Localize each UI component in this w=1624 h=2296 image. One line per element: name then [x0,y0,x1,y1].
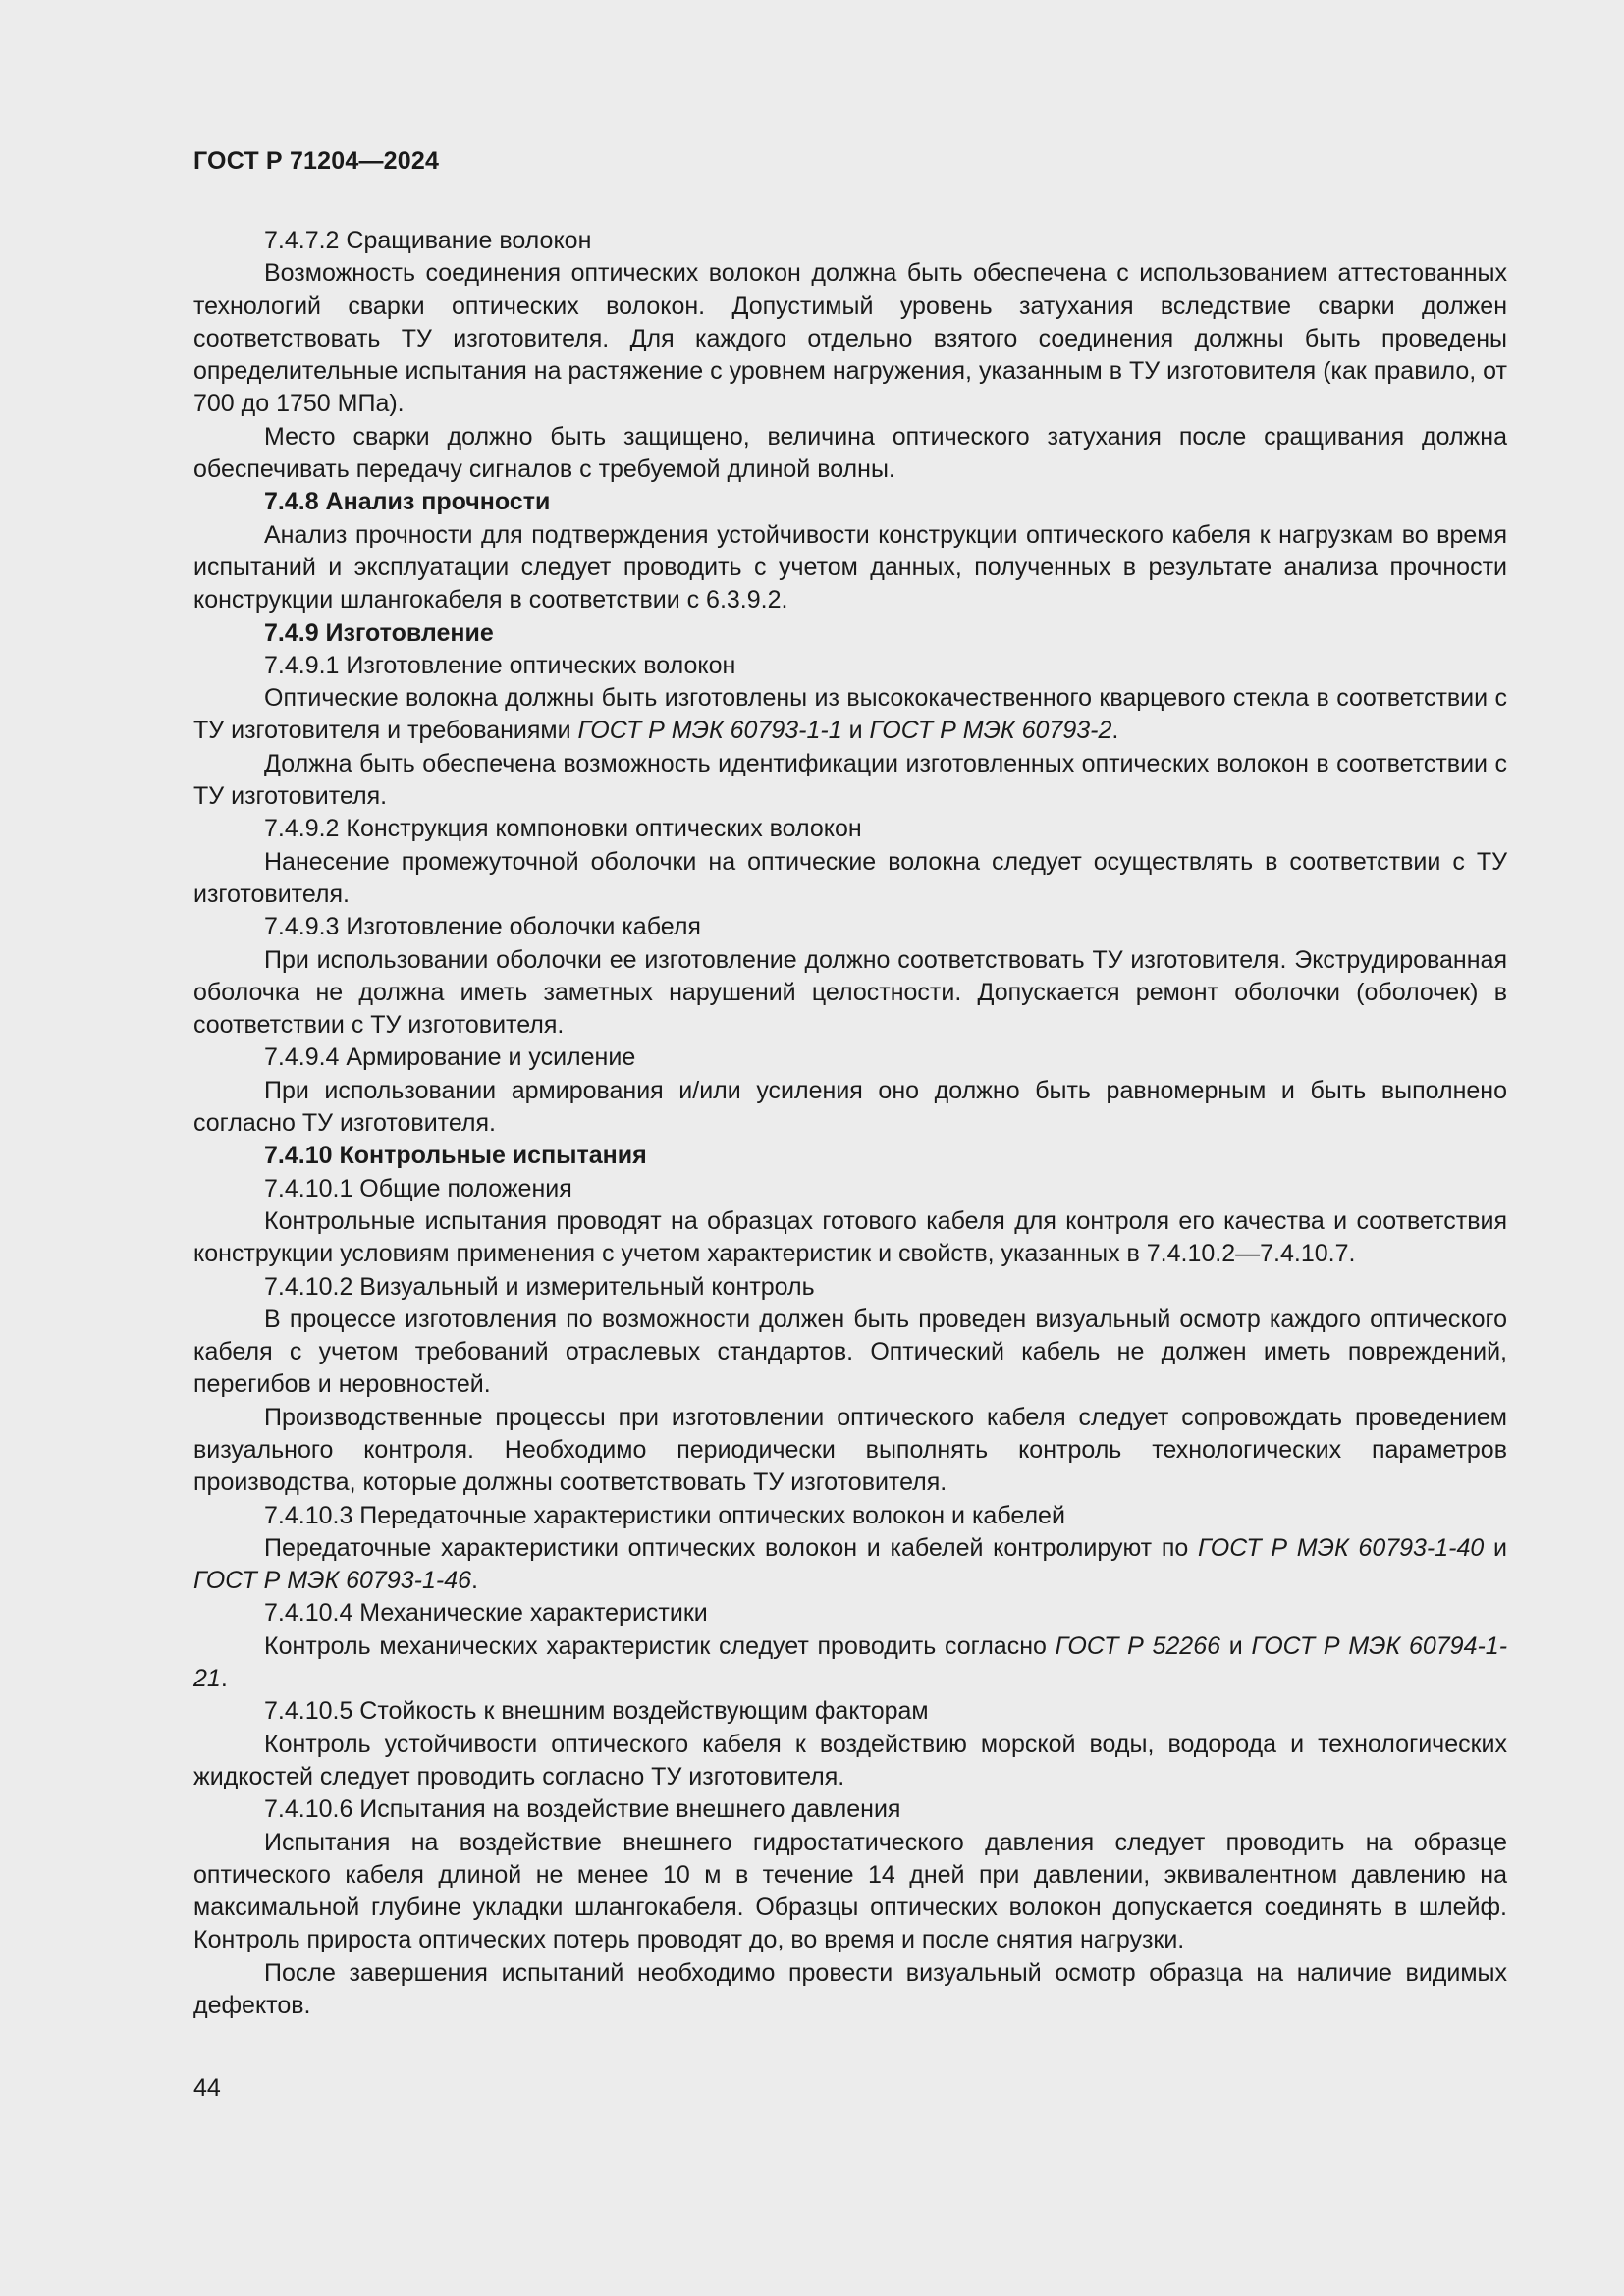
subsection-title-7493: 7.4.9.3 Изготовление оболочки кабеля [264,913,701,941]
paragraph: Возможность соединения оптических волокон должна быть обеспечена с использованием аттестованных технологий сварки оптических волокон. Допустимый уровень затухания вследствие сварки должен соответствовать ТУ изготовителя. Для каждого отдельно взятого соединения должны быть проведены определительные испытания на растяжение с уровнем нагружения, указанным в ТУ изготовителя (как правило, от 700 до 1750 МПа). [193,259,1507,418]
section-heading-7410: 7.4.10 Контрольные испытания [264,1142,647,1170]
subsection-title-7491: 7.4.9.1 Изготовление оптических волокон [264,651,736,679]
paragraph: Анализ прочности для подтверждения устойчивости конструкции оптического кабеля к нагрузкам во время испытаний и эксплуатации следует проводить с учетом данных, полученных в результате анализа прочности конструкции шлангокабеля в соответствии с 6.3.9.2. [193,520,1507,614]
paragraph [193,1630,1507,1696]
paragraph: Контроль устойчивости оптического кабеля к воздействию морской воды, водорода и технологических жидкостей следует проводить согласно ТУ изготовителя. [193,1730,1507,1790]
text-run: и [1220,1631,1252,1660]
document-header: ГОСТ Р 71204—2024 [193,147,440,175]
paragraph: Должна быть обеспечена возможность идентификации изготовленных оптических волокон в соответствии с ТУ изготовителя. [193,749,1507,811]
text-run: . [220,1665,228,1693]
subsection-title-74103: 7.4.10.3 Передаточные характеристики оптических волокон и кабелей [264,1501,1065,1529]
subsection-title-74104: 7.4.10.4 Механические характеристики [264,1599,708,1628]
standard-reference: ГОСТ Р МЭК 60793-2 [869,717,1112,745]
paragraph: Контрольные испытания проводят на образцах готового кабеля для контроля его качества и соответствия конструкции условиям применения с учетом характеристик и свойств, указанных в 7.4.10.2—7.4.10.7. [193,1206,1507,1268]
subsection-title-74105: 7.4.10.5 Стойкость к внешним воздействующим факторам [264,1697,929,1726]
standard-reference: ГОСТ Р МЭК 60793-1-46 [193,1567,472,1595]
subsection-title-7494: 7.4.9.4 Армирование и усиление [264,1043,636,1072]
text-run: и [1484,1533,1507,1562]
document-body [193,225,1507,2022]
subsection-title-74106: 7.4.10.6 Испытания на воздействие внешнего давления [264,1795,901,1824]
subsection-title-7472: 7.4.7.2 Сращивание волокон [264,227,592,254]
subsection-title-74101: 7.4.10.1 Общие положения [264,1174,572,1202]
subsection-title-74102: 7.4.10.2 Визуальный и измерительный контроль [264,1272,815,1301]
text-run: . [471,1567,478,1595]
section-heading-749: 7.4.9 Изготовление [264,618,494,647]
standard-reference: ГОСТ Р 52266 [1055,1631,1221,1660]
paragraph: В процессе изготовления по возможности должен быть проведен визуальный осмотр каждого оптического кабеля с учетом требований отраслевых стандартов. Оптический кабель не должен иметь повреждений, перегибов и неровностей. [193,1305,1507,1399]
paragraph: После завершения испытаний необходимо провести визуальный осмотр образца на наличие видимых дефектов. [193,1958,1507,2020]
page-number: 44 [193,2074,221,2102]
subsection-title-7492: 7.4.9.2 Конструкция компоновки оптических волокон [264,815,862,843]
paragraph: Нанесение промежуточной оболочки на оптические волокна следует осуществлять в соответствии с ТУ изготовителя. [193,847,1507,908]
text-run: Контроль механических характеристик следует проводить согласно [264,1631,1056,1660]
standard-reference: ГОСТ Р МЭК 60794-1-21 [193,1631,1508,1693]
paragraph: При использовании армирования и/или усиления оно должно быть равномерным и быть выполнено согласно ТУ изготовителя. [193,1076,1507,1138]
text-run: . [1111,717,1119,745]
paragraph: Место сварки должно быть защищено, величина оптического затухания после сращивания должна обеспечивать передачу сигналов с требуемой длиной волны. [193,422,1507,484]
text-run: Передаточные характеристики оптических волокон и кабелей контролируют по [264,1533,1198,1562]
text-run: и [841,717,870,745]
paragraph [193,682,1507,748]
section-heading-748: 7.4.8 Анализ прочности [264,488,551,516]
paragraph: Испытания на воздействие внешнего гидростатического давления следует проводить на образце оптического кабеля длиной не менее 10 м в течение 14 дней при давлении, эквивалентном давлению на максимальной глубине укладки шлангокабеля. Образцы оптических волокон допускается соединять в шлейф. Контроль прироста оптических потерь проводят до, во время и после снятия нагрузки. [193,1828,1507,1954]
paragraph [193,1532,1507,1598]
standard-reference: ГОСТ Р МЭК 60793-1-1 [577,717,842,745]
paragraph: Производственные процессы при изготовлении оптического кабеля следует сопровождать проведением визуального контроля. Необходимо периодически выполнять контроль технологических параметров производства, которые должны соответствовать ТУ изготовителя. [193,1403,1507,1497]
standard-reference: ГОСТ Р МЭК 60793-1-40 [1197,1533,1485,1562]
paragraph: При использовании оболочки ее изготовление должно соответствовать ТУ изготовителя. Экструдированная оболочка не должна иметь заметных нарушений целостности. Допускается ремонт оболочки (оболочек) в соответствии с ТУ изготовителя. [193,945,1507,1040]
text-run: Оптические волокна должны быть изготовлены из высококачественного кварцевого стекла в соответствии с ТУ изготовителя и требованиями [193,684,1507,745]
